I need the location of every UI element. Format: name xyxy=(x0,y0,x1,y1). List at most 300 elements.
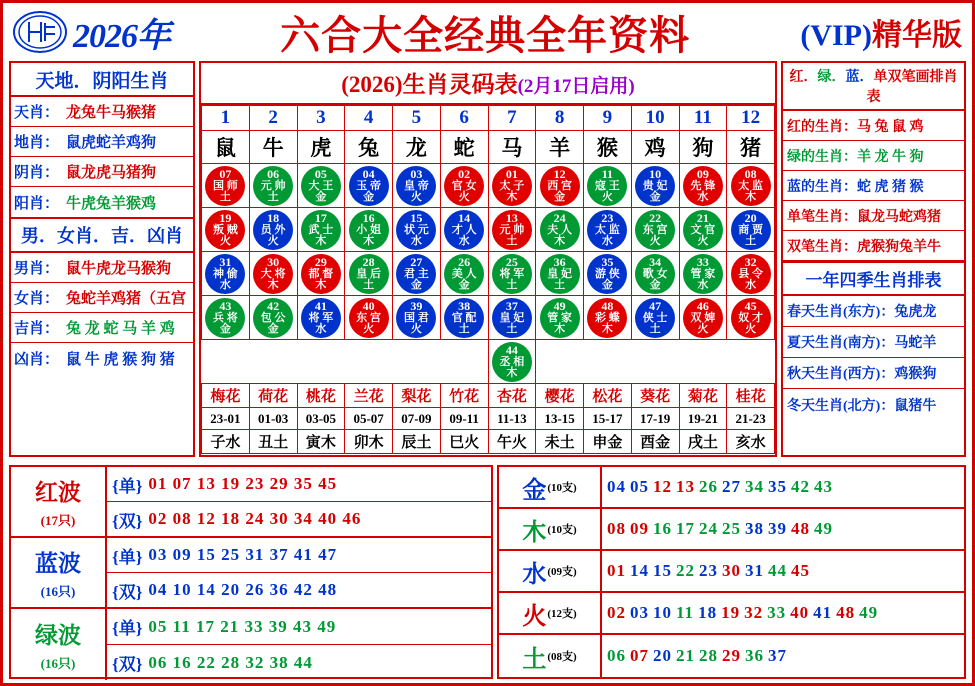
element-name: 木 xyxy=(522,519,547,546)
wave-number-line xyxy=(107,573,491,607)
season-row xyxy=(783,327,964,358)
code-ball-cell xyxy=(249,296,297,340)
info-row xyxy=(11,253,193,283)
season-value: 兔虎龙 xyxy=(894,305,937,320)
element-number: 17 xyxy=(676,519,695,538)
code-ball-cell xyxy=(393,252,441,296)
code-ball-number: 22 xyxy=(649,211,662,225)
code-ball-cell xyxy=(679,164,727,208)
code-ball-cell xyxy=(297,208,345,252)
code-ball xyxy=(444,254,484,294)
code-ball-number: 03 xyxy=(410,167,423,181)
branch-element: 戌土 xyxy=(679,430,727,454)
info-row-value: 龙兔牛马猴猪 xyxy=(66,105,157,121)
element-name-cell xyxy=(499,593,602,633)
info-row-label: 阳肖： xyxy=(14,195,60,212)
code-ball xyxy=(349,210,389,250)
element-number: 21 xyxy=(676,646,695,665)
wave-numbers: 03 09 15 25 31 37 41 47 xyxy=(148,545,338,564)
code-ball-cell xyxy=(393,208,441,252)
wave-count: (16只) xyxy=(40,584,76,599)
table-row xyxy=(202,164,775,208)
element-number: 35 xyxy=(768,477,787,496)
code-ball-role: 西 宫 金 xyxy=(547,180,572,203)
code-ball-cell xyxy=(631,208,679,252)
time-range: 17-19 xyxy=(631,408,679,430)
time-range: 21-23 xyxy=(727,408,775,430)
element-number: 14 xyxy=(630,561,649,580)
branch-element: 未土 xyxy=(536,430,584,454)
element-number: 15 xyxy=(653,561,672,580)
info-row-label: 凶肖： xyxy=(14,351,60,368)
code-ball-role: 包 公 金 xyxy=(260,312,286,335)
code-ball-cell xyxy=(249,252,297,296)
element-number: 04 xyxy=(607,477,626,496)
table-row xyxy=(202,106,775,131)
info-row-label: 天肖： xyxy=(14,105,60,121)
code-ball-number: 47 xyxy=(649,299,662,313)
code-ball xyxy=(301,298,341,338)
color-stroke-row xyxy=(783,171,964,201)
element-number: 06 xyxy=(607,646,626,665)
code-ball-number: 28 xyxy=(362,255,375,269)
time-range: 03-05 xyxy=(297,408,345,430)
element-number: 22 xyxy=(676,561,695,580)
column-number: 11 xyxy=(679,106,727,131)
code-ball xyxy=(444,298,484,338)
code-ball-number: 39 xyxy=(410,299,423,313)
element-number: 44 xyxy=(768,561,787,580)
code-ball-cell xyxy=(440,164,488,208)
center-panel xyxy=(199,61,777,457)
element-count: (12支) xyxy=(547,608,577,620)
element-number: 38 xyxy=(745,519,764,538)
code-ball-cell xyxy=(727,164,775,208)
flower-name: 桂花 xyxy=(727,384,775,408)
code-ball-cell xyxy=(202,252,250,296)
info-row-value: 鼠 牛 虎 猴 狗 猪 xyxy=(66,351,175,368)
code-ball-cell xyxy=(536,252,584,296)
wave-name-cell xyxy=(11,467,107,536)
time-range: 19-21 xyxy=(679,408,727,430)
code-ball-cell xyxy=(727,252,775,296)
code-ball-role: 小 姐 木 xyxy=(356,224,381,247)
code-ball-cell xyxy=(488,340,536,384)
code-ball xyxy=(205,166,245,206)
wave-numbers: 05 11 17 21 33 39 43 49 xyxy=(148,616,337,636)
zodiac-code-table xyxy=(201,105,775,454)
code-ball-number: 04 xyxy=(362,167,375,181)
info-row-value: 兔蛇羊鸡猪（五宫 xyxy=(66,291,187,307)
five-elements-table xyxy=(497,465,966,679)
info-row-label: 阴肖： xyxy=(14,165,60,181)
element-name: 金 xyxy=(522,477,547,504)
code-ball-role: 神 偷 水 xyxy=(213,268,238,291)
element-number: 20 xyxy=(653,646,672,665)
zodiac-code-title xyxy=(201,63,775,105)
color-stroke-label: 红的生肖： xyxy=(787,119,857,135)
code-ball-role: 才 人 水 xyxy=(451,224,477,247)
element-number: 01 xyxy=(607,561,626,580)
code-ball-cell xyxy=(345,164,393,208)
code-ball-cell xyxy=(536,340,584,384)
wave-number-line xyxy=(107,645,491,680)
season-value: 马蛇羊 xyxy=(894,336,937,351)
code-ball-number: 37 xyxy=(505,299,518,313)
zodiac-name: 牛 xyxy=(249,131,297,164)
code-ball-number: 14 xyxy=(458,211,471,225)
code-ball-role: 叛 贼 火 xyxy=(213,224,238,247)
code-ball-number: 27 xyxy=(410,255,423,269)
code-ball-cell xyxy=(631,340,679,384)
zodiac-name: 兔 xyxy=(345,131,393,164)
element-number: 23 xyxy=(699,561,718,580)
code-ball xyxy=(492,298,532,338)
column-number: 9 xyxy=(584,106,632,131)
main-columns xyxy=(3,61,972,461)
wave-number-line xyxy=(107,502,491,536)
code-ball-cell xyxy=(297,252,345,296)
code-ball xyxy=(205,298,245,338)
code-ball-role: 玉 帝 金 xyxy=(356,180,381,203)
code-ball xyxy=(396,166,436,206)
element-numbers xyxy=(602,467,964,507)
column-number: 4 xyxy=(345,106,393,131)
time-range: 01-03 xyxy=(249,408,297,430)
code-ball-role: 侠 士 土 xyxy=(642,312,668,335)
code-ball-cell xyxy=(345,252,393,296)
code-ball xyxy=(683,298,723,338)
table-row xyxy=(202,131,775,164)
code-ball-number: 19 xyxy=(219,211,232,225)
wave-number-lines xyxy=(107,538,491,607)
vip-suffix: 精华版 xyxy=(872,19,962,52)
left-panel-title: 天地．阴阳生肖 xyxy=(11,63,193,97)
info-row xyxy=(11,157,193,187)
code-ball-cell xyxy=(631,164,679,208)
code-ball xyxy=(731,210,771,250)
code-ball-role: 皇 妃 土 xyxy=(547,268,572,291)
code-ball-number: 11 xyxy=(601,167,614,181)
code-ball-number: 25 xyxy=(505,255,518,269)
element-number: 09 xyxy=(630,519,649,538)
code-ball-number: 46 xyxy=(696,299,709,313)
element-number: 39 xyxy=(768,519,787,538)
wave-block xyxy=(11,467,491,538)
season-label: 秋天生肖(西方)： xyxy=(787,367,895,382)
flower-name: 竹花 xyxy=(440,384,488,408)
color-stroke-value: 羊 龙 牛 狗 xyxy=(857,149,924,165)
info-row-label: 地肖： xyxy=(14,135,60,151)
element-number: 45 xyxy=(791,561,810,580)
element-number: 19 xyxy=(721,603,741,622)
info-row-value: 鼠龙虎马猪狗 xyxy=(66,165,157,181)
element-number: 40 xyxy=(790,603,810,622)
element-count: (10支) xyxy=(547,482,577,494)
code-ball xyxy=(253,166,293,206)
element-number: 10 xyxy=(653,603,672,622)
element-number: 18 xyxy=(698,603,718,622)
flower-name: 樱花 xyxy=(536,384,584,408)
code-ball xyxy=(587,298,627,338)
code-ball-role: 元 帅 土 xyxy=(499,224,525,247)
season-value: 鸡猴狗 xyxy=(894,367,937,382)
code-ball-number: 26 xyxy=(458,255,471,269)
branch-element: 巳火 xyxy=(440,430,488,454)
wave-count: (17只) xyxy=(40,513,76,528)
code-ball-cell xyxy=(679,252,727,296)
color-stroke-row xyxy=(783,111,964,141)
code-ball-number: 33 xyxy=(696,255,709,269)
element-number: 41 xyxy=(813,603,833,622)
code-ball xyxy=(587,166,627,206)
branch-element: 丑土 xyxy=(249,430,297,454)
code-ball-role: 商 贾 土 xyxy=(738,224,763,247)
code-ball-role: 先 锋 水 xyxy=(690,180,716,203)
code-ball-cell xyxy=(584,208,632,252)
zodiac-name: 马 xyxy=(488,131,536,164)
element-number: 33 xyxy=(767,603,787,622)
wave-name: 绿波 xyxy=(35,623,81,648)
element-count: (10支) xyxy=(547,524,577,536)
column-number: 7 xyxy=(488,106,536,131)
code-ball-cell xyxy=(488,164,536,208)
parity-tag: {双} xyxy=(112,511,143,531)
time-range: 15-17 xyxy=(584,408,632,430)
element-number: 13 xyxy=(676,477,695,496)
season-row xyxy=(783,389,964,420)
code-ball-cell xyxy=(488,296,536,340)
flower-name: 菊花 xyxy=(679,384,727,408)
element-number: 42 xyxy=(791,477,810,496)
code-ball-number: 05 xyxy=(314,167,327,181)
element-number: 43 xyxy=(814,477,833,496)
element-number: 28 xyxy=(699,646,718,665)
code-ball xyxy=(540,298,580,338)
zodiac-name: 狗 xyxy=(679,131,727,164)
info-row xyxy=(11,97,193,127)
wave-numbers: 06 16 22 28 32 38 44 xyxy=(148,652,313,672)
code-ball-cell xyxy=(202,164,250,208)
code-ball-role: 太 监 木 xyxy=(738,180,763,203)
element-number: 48 xyxy=(791,519,810,538)
code-ball-number: 32 xyxy=(744,255,757,269)
element-number: 05 xyxy=(630,477,649,496)
color-stroke-row xyxy=(783,201,964,231)
code-ball-number: 38 xyxy=(458,299,471,313)
column-number: 1 xyxy=(202,106,250,131)
branch-element: 午火 xyxy=(488,430,536,454)
time-range: 11-13 xyxy=(488,408,536,430)
code-ball-cell xyxy=(679,296,727,340)
code-ball-role: 贵 妃 金 xyxy=(642,180,668,203)
element-name-cell xyxy=(499,635,602,677)
element-block xyxy=(499,551,964,593)
right-panel-title: 红．绿．蓝．单双笔画排肖表 xyxy=(783,63,964,111)
element-numbers xyxy=(602,551,964,591)
code-ball xyxy=(396,298,436,338)
element-number: 11 xyxy=(676,603,695,622)
flower-name: 桃花 xyxy=(297,384,345,408)
info-row xyxy=(11,187,193,217)
code-ball xyxy=(540,166,580,206)
code-ball-number: 41 xyxy=(314,299,327,313)
left-panel-subtitle: 男．女肖．吉．凶肖 xyxy=(11,217,193,253)
column-number: 3 xyxy=(297,106,345,131)
element-numbers xyxy=(602,593,964,633)
column-number: 10 xyxy=(631,106,679,131)
time-range: 13-15 xyxy=(536,408,584,430)
code-ball xyxy=(205,254,245,294)
code-ball xyxy=(587,210,627,250)
code-ball xyxy=(349,166,389,206)
info-row xyxy=(11,343,193,373)
code-ball-cell xyxy=(297,296,345,340)
branch-element: 子水 xyxy=(202,430,250,454)
code-ball-role: 太 监 水 xyxy=(595,224,620,247)
season-row xyxy=(783,296,964,327)
column-number: 8 xyxy=(536,106,584,131)
code-ball-role: 丞 相 木 xyxy=(499,356,525,379)
table-row xyxy=(202,384,775,408)
code-ball-cell xyxy=(727,340,775,384)
branch-element: 辰土 xyxy=(393,430,441,454)
info-row-label: 吉肖： xyxy=(14,321,60,337)
code-ball xyxy=(301,210,341,250)
element-block xyxy=(499,635,964,677)
code-ball-number: 06 xyxy=(267,167,280,181)
code-ball-number: 45 xyxy=(744,299,757,313)
code-ball-cell xyxy=(202,340,250,384)
wave-block xyxy=(11,609,491,680)
season-value: 鼠猪牛 xyxy=(894,398,937,414)
code-ball-number: 01 xyxy=(505,167,518,181)
flower-name: 葵花 xyxy=(631,384,679,408)
code-ball-number: 09 xyxy=(696,167,709,181)
wave-number-line xyxy=(107,609,491,645)
element-number: 37 xyxy=(768,646,787,665)
code-ball-number: 31 xyxy=(219,255,232,269)
code-ball-cell xyxy=(345,208,393,252)
code-ball-role: 奴 才 火 xyxy=(738,312,763,335)
zodiac-name: 鸡 xyxy=(631,131,679,164)
code-ball-role: 太 子 木 xyxy=(499,180,525,203)
code-ball-role: 兵 将 金 xyxy=(213,312,238,335)
element-number: 36 xyxy=(745,646,764,665)
element-number: 31 xyxy=(745,561,764,580)
flower-name: 杏花 xyxy=(488,384,536,408)
code-ball xyxy=(731,298,771,338)
code-ball-role: 官 女 火 xyxy=(451,180,477,203)
color-stroke-value: 马 兔 鼠 鸡 xyxy=(857,119,924,135)
table-row xyxy=(202,340,775,384)
code-ball xyxy=(492,342,532,382)
code-ball-number: 15 xyxy=(410,211,423,225)
element-number: 24 xyxy=(699,519,718,538)
code-ball xyxy=(683,210,723,250)
element-number: 27 xyxy=(722,477,741,496)
code-ball-number: 40 xyxy=(362,299,375,313)
code-ball-role: 皇 后 土 xyxy=(356,268,381,291)
zodiac-name: 龙 xyxy=(393,131,441,164)
element-numbers xyxy=(602,509,964,549)
zodiac-name: 虎 xyxy=(297,131,345,164)
element-name-cell xyxy=(499,467,602,507)
circle-emblem-icon xyxy=(9,9,71,55)
code-ball-cell xyxy=(297,164,345,208)
vip-badge xyxy=(800,10,962,54)
wave-number-line xyxy=(107,467,491,502)
wave-name-cell xyxy=(11,538,107,607)
flower-name: 荷花 xyxy=(249,384,297,408)
element-number: 07 xyxy=(630,646,649,665)
code-ball-cell xyxy=(393,164,441,208)
column-number: 12 xyxy=(727,106,775,131)
element-block xyxy=(499,509,964,551)
time-range: 05-07 xyxy=(345,408,393,430)
code-ball-cell xyxy=(536,164,584,208)
branch-element: 寅木 xyxy=(297,430,345,454)
code-ball-number: 29 xyxy=(314,255,327,269)
code-ball-role: 将 军 水 xyxy=(308,312,334,335)
color-stroke-list xyxy=(783,111,964,261)
element-number: 49 xyxy=(814,519,833,538)
code-ball xyxy=(253,254,293,294)
time-range: 23-01 xyxy=(202,408,250,430)
parity-tag: {双} xyxy=(112,655,143,674)
code-ball-cell xyxy=(679,208,727,252)
code-ball xyxy=(731,166,771,206)
parity-tag: {单} xyxy=(112,476,143,496)
table-row xyxy=(202,408,775,430)
wave-name-cell xyxy=(11,609,107,680)
code-ball-role: 都 督 木 xyxy=(308,268,334,291)
element-count: (09支) xyxy=(547,566,577,578)
code-ball xyxy=(683,166,723,206)
element-name: 土 xyxy=(522,646,547,673)
code-ball-number: 02 xyxy=(458,167,471,181)
code-ball-cell xyxy=(297,340,345,384)
code-ball-number: 44 xyxy=(505,343,518,357)
element-number: 34 xyxy=(745,477,764,496)
code-ball-cell xyxy=(584,164,632,208)
code-ball-role: 皇 妃 土 xyxy=(499,312,525,335)
table-row xyxy=(202,430,775,454)
code-ball-number: 20 xyxy=(744,211,757,225)
right-panel-subtitle: 一年四季生肖排表 xyxy=(783,261,964,296)
code-ball xyxy=(253,298,293,338)
code-ball-role: 君 主 金 xyxy=(404,268,429,291)
element-number: 49 xyxy=(859,603,879,622)
wave-count: (16只) xyxy=(40,656,76,671)
code-ball-cell xyxy=(393,340,441,384)
element-block xyxy=(499,593,964,635)
code-ball-cell xyxy=(345,296,393,340)
element-number: 08 xyxy=(607,519,626,538)
wave-name: 红波 xyxy=(35,480,81,505)
wave-number-lines xyxy=(107,609,491,680)
code-ball-cell xyxy=(679,340,727,384)
code-ball xyxy=(492,210,532,250)
zodiac-code-title-main: (2026)生肖灵码表 xyxy=(341,72,518,97)
code-ball xyxy=(492,254,532,294)
code-ball-number: 48 xyxy=(601,299,614,313)
branch-element: 亥水 xyxy=(727,430,775,454)
code-ball-cell xyxy=(440,296,488,340)
code-ball-cell xyxy=(727,296,775,340)
code-ball-cell xyxy=(727,208,775,252)
code-ball xyxy=(540,254,580,294)
